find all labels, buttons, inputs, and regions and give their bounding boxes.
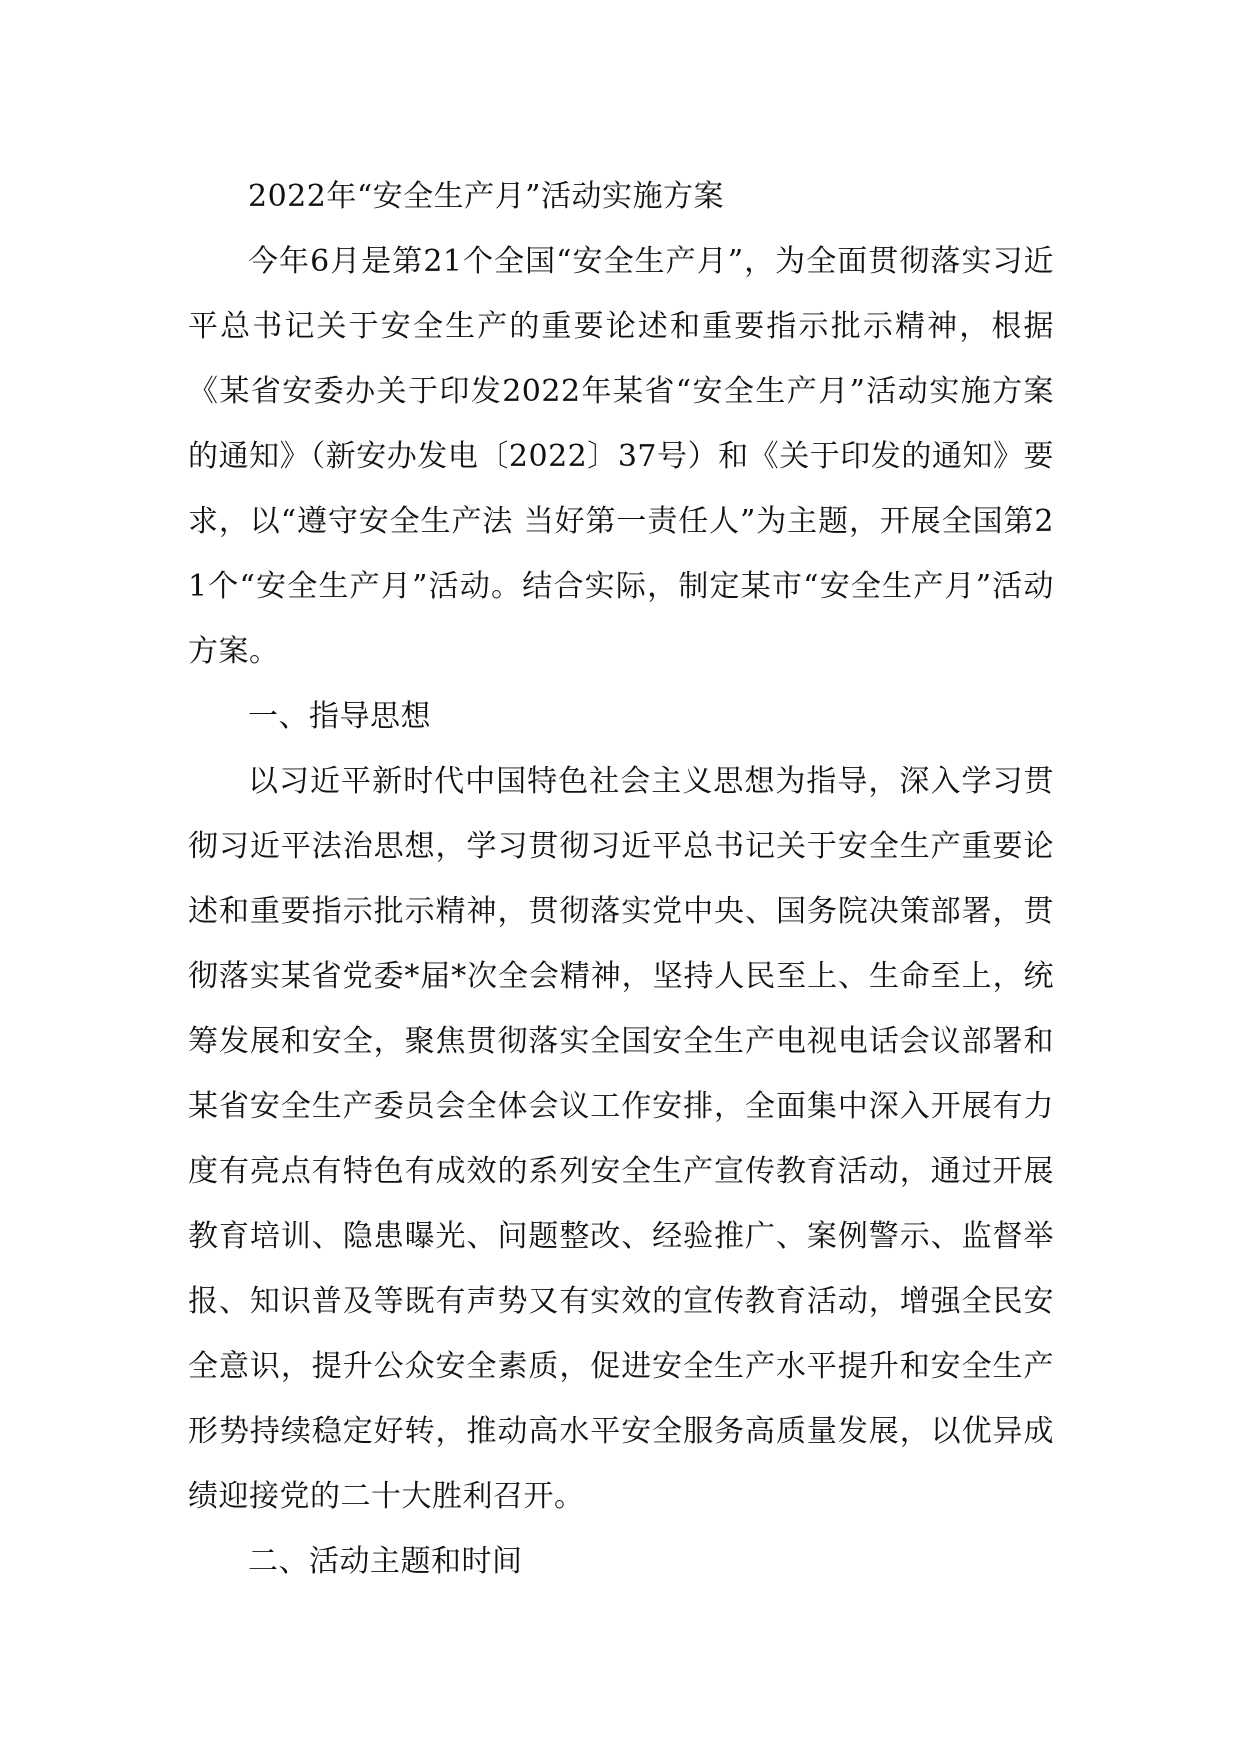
guiding-ideology-paragraph: 以习近平新时代中国特色社会主义思想为指导，深入学习贯彻习近平法治思想，学习贯彻习近平总书记关于安全生产重要论述和重要指示批示精神，贯彻落实党中央、国务院决策部署，贯彻落实某省党委*届*次全会精神，坚持人民至上、生命至上，统筹发展和安全，聚焦贯彻落实全国安全生产电视电话会议部署和某省安全生产委员会全体会议工作安排，全面集中深入开展有力度有亮点有特色有成效的系列安全生产宣传教育活动，通过开展教育培训、隐患曝光、问题整改、经验推广、案例警示、监督举报、知识普及等既有声势又有实效的宣传教育活动，增强全民安全意识，提升公众安全素质，促进安全生产水平提升和安全生产形势持续稳定好转，推动高水平安全服务高质量发展，以优异成绩迎接党的二十大胜利召开。 (188, 764, 1054, 1514)
section-heading-theme-and-time: 二、活动主题和时间 (248, 1544, 523, 1579)
section-heading-guiding-ideology: 一、指导思想 (248, 699, 431, 734)
document-title: 2022年“安全生产月”活动实施方案 (248, 179, 725, 214)
document-body (188, 164, 1054, 1594)
intro-paragraph: 今年6月是第21个全国“安全生产月”，为全面贯彻落实习近平总书记关于安全生产的重要论述和重要指示批示精神，根据《某省安委办关于印发2022年某省“安全生产月”活动实施方案的通知》（新安办发电〔2022〕37号）和《关于印发的通知》要求，以“遵守安全生产法 当好第一责任人”为主题，开展全国第21个“安全生产月”活动。结合实际，制定某市“安全生产月”活动方案。 (188, 244, 1054, 669)
